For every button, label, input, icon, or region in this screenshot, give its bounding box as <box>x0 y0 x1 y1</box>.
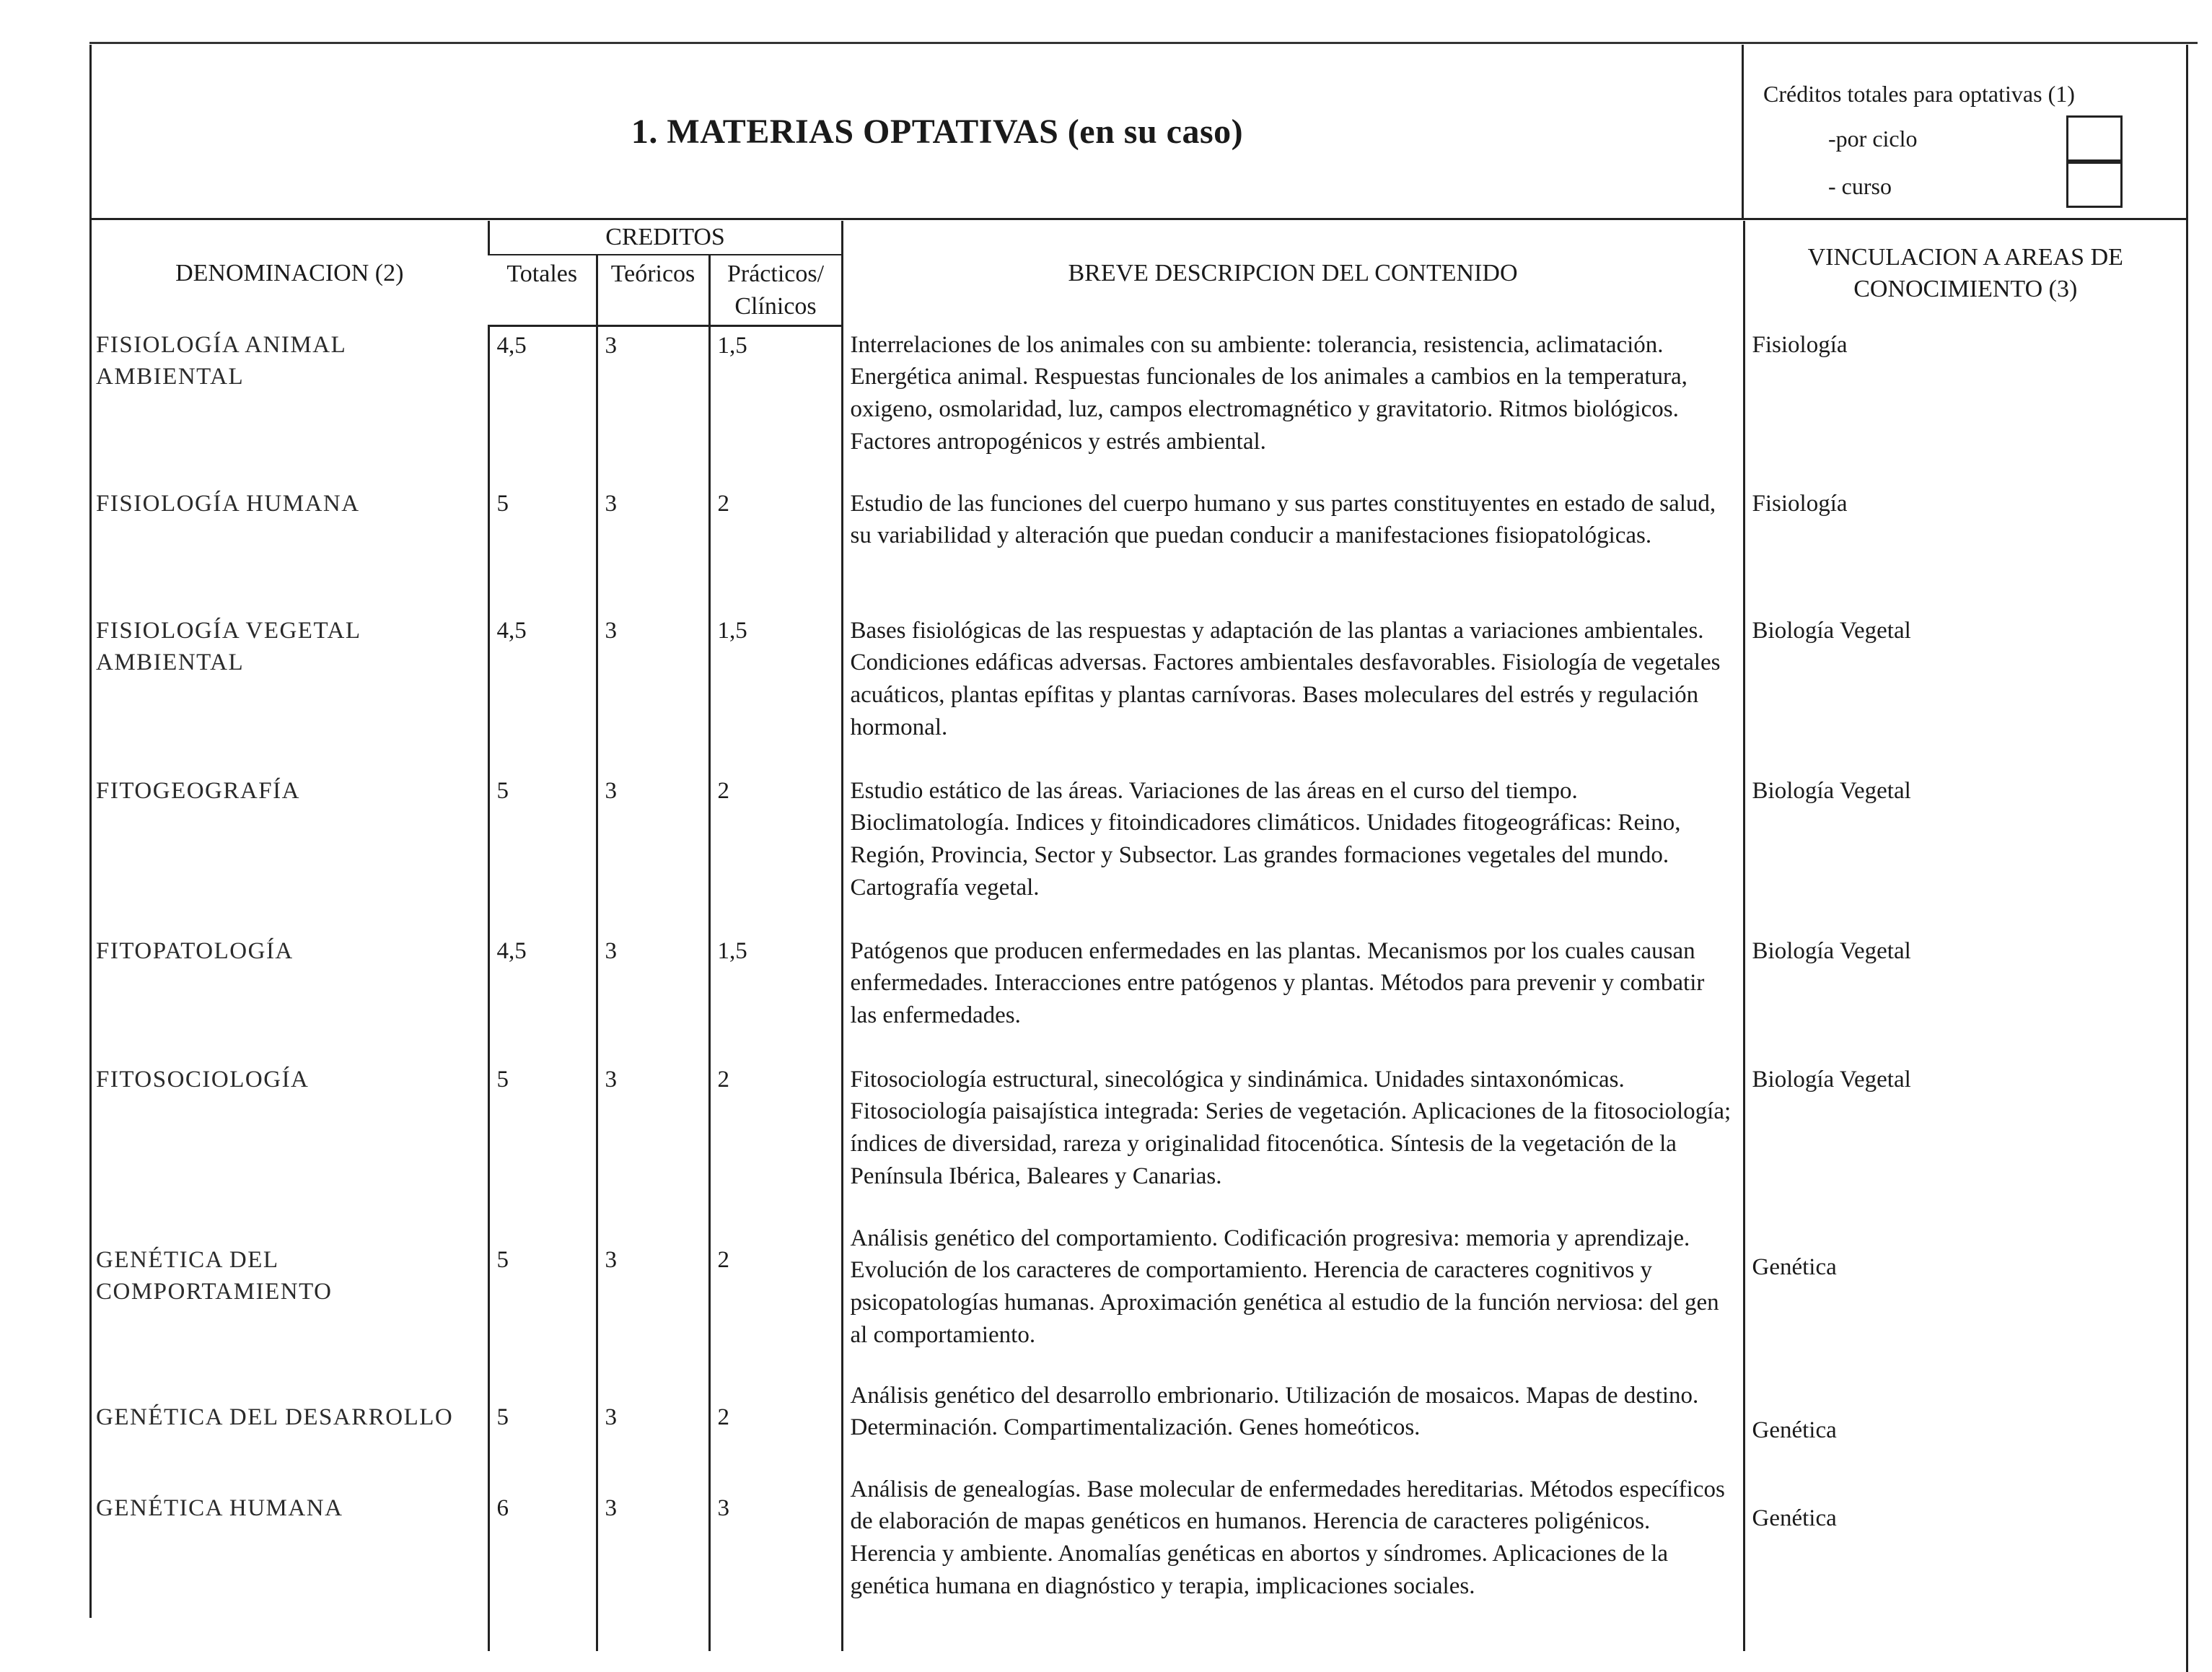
subject-description: Estudio de las funciones del cuerpo humano y sus partes constituyentes en estado de salud, su variabilidad y alteración que puedan conducir a manifestaciones fisiopatológicas. <box>842 485 1744 612</box>
col-header-practicos-line2: Clínicos <box>734 292 817 320</box>
per-course-field[interactable] <box>2066 162 2123 208</box>
subject-description: Análisis genético del comportamiento. Codificación progresiva: memoria y aprendizaje. Evolución de los caracteres de comportamiento. Herencia de caracteres cognitivos y psicopatologías humanas. Aproximación genética al estudio de la función nerviosa: del gen al comportamiento. <box>842 1220 1744 1377</box>
per-cycle-field[interactable] <box>2066 115 2123 162</box>
credits-practicos: 2 <box>709 1377 842 1471</box>
section-header <box>89 45 2187 218</box>
header-bottom-rule <box>89 218 2187 220</box>
subject-description: Análisis de genealogías. Base molecular de enfermedades hereditarias. Métodos específicos de elaboración de mapas genéticos en humanos. Herencia de caracteres poligénicos. Herencia y ambiente. Anomalías genéticas en abortos y síndromes. Aplicaciones de la genética humana en diagnóstico y terapia, implicaciones sociales. <box>842 1471 1744 1651</box>
credits-practicos: 3 <box>709 1471 842 1651</box>
credits-totales: 5 <box>488 485 597 612</box>
col-header-teoricos: Teóricos <box>597 255 709 326</box>
credits-teoricos: 3 <box>597 932 709 1061</box>
table-row <box>92 326 2186 485</box>
subject-description: Bases fisiológicas de las respuestas y adaptación de las plantas a variaciones ambientales. Condiciones edáficas adversas. Factores ambientales desfavorables. Fisiología de vegetales acuáticos, plantas epífitas y plantas carnívoras. Bases moleculares del estrés y regulación hormonal. <box>842 612 1744 772</box>
subject-description: Estudio estático de las áreas. Variaciones de las áreas en el curso del tiempo. Bioclimatología. Indices y fitoindicadores climáticos. Unidades fitogeográficas: Reino, Región, Provincia, Sector y Subsector. Las grandes formaciones vegetales del mundo. Cartografía vegetal. <box>842 772 1744 932</box>
credits-practicos: 1,5 <box>709 932 842 1061</box>
table-row <box>92 1061 2186 1220</box>
knowledge-area: Biología Vegetal <box>1744 932 2186 1061</box>
table-row <box>92 932 2186 1061</box>
credits-teoricos: 3 <box>597 1061 709 1220</box>
subject-description: Patógenos que producen enfermedades en las plantas. Mecanismos por los cuales causan enfermedades. Interacciones entre patógenos y plantas. Métodos para prevenir y combatir las enfermedades. <box>842 932 1744 1061</box>
subject-description: Interrelaciones de los animales con su ambiente: tolerancia, resistencia, aclimatación. Energética animal. Respuestas funcionales de los animales a cambios en la temperatura, oxigeno, osmolaridad, luz, campos electromagnético y gravitatorio. Ritmos biológicos. Factores antropogénicos y estrés ambiental. <box>842 326 1744 485</box>
knowledge-area: Fisiología <box>1744 326 2186 485</box>
subject-name: GENÉTICA DEL DESARROLLO <box>96 1404 454 1430</box>
subject-name: FITOSOCIOLOGÍA <box>96 1066 310 1093</box>
col-header-totales: Totales <box>488 255 597 326</box>
knowledge-area: Genética <box>1744 1220 2186 1377</box>
header-separator <box>1742 45 1744 218</box>
subject-name: FISIOLOGÍA HUMANA <box>96 490 360 517</box>
col-header-denominacion: DENOMINACION (2) <box>175 259 404 286</box>
frame-right-border <box>2186 45 2188 1672</box>
col-header-descripcion: BREVE DESCRIPCION DEL CONTENIDO <box>842 221 1744 326</box>
subjects-table <box>92 221 2186 1651</box>
credits-teoricos: 3 <box>597 772 709 932</box>
subject-name: FISIOLOGÍA VEGETAL AMBIENTAL <box>96 617 361 676</box>
credits-teoricos: 3 <box>597 1377 709 1471</box>
per-cycle-label: -por ciclo <box>1828 126 1918 152</box>
subject-description: Fitosociología estructural, sinecológica y sindinámica. Unidades sintaxonómicas. Fitosociología paisajística integrada: Series de vegetación. Aplicaciones de la fitosociología; índices de diversidad, rareza y originalidad fitocenótica. Síntesis de la vegetación de la Península Ibérica, Baleares y Canarias. <box>842 1061 1744 1220</box>
col-header-vinculacion <box>1744 221 2186 326</box>
col-header-creditos: CREDITOS <box>488 221 842 255</box>
credits-totales: 4,5 <box>488 932 597 1061</box>
credits-totales: 5 <box>488 772 597 932</box>
col-header-vinculacion-line1: VINCULACION A AREAS DE <box>1807 243 2123 271</box>
knowledge-area: Biología Vegetal <box>1744 1061 2186 1220</box>
credits-teoricos: 3 <box>597 485 709 612</box>
table-row <box>92 1471 2186 1651</box>
subject-name: FITOGEOGRAFÍA <box>96 777 300 804</box>
credits-totales: 5 <box>488 1061 597 1220</box>
table-row <box>92 772 2186 932</box>
total-credits-box <box>1749 45 2182 218</box>
knowledge-area: Biología Vegetal <box>1744 772 2186 932</box>
table-row <box>92 1220 2186 1377</box>
subject-name: GENÉTICA DEL COMPORTAMIENTO <box>96 1246 333 1305</box>
credits-totales: 5 <box>488 1377 597 1471</box>
credits-practicos: 2 <box>709 772 842 932</box>
credits-totales: 6 <box>488 1471 597 1651</box>
knowledge-area: Genética <box>1744 1377 2186 1471</box>
subject-description: Análisis genético del desarrollo embrionario. Utilización de mosaicos. Mapas de destino. Determinación. Compartimentalización. Genes homeóticos. <box>842 1377 1744 1471</box>
subject-name: FISIOLOGÍA ANIMAL AMBIENTAL <box>96 331 346 390</box>
credits-teoricos: 3 <box>597 1471 709 1651</box>
credits-practicos: 2 <box>709 1220 842 1377</box>
credits-totales: 5 <box>488 1220 597 1377</box>
col-header-vinculacion-line2: CONOCIMIENTO (3) <box>1853 275 2078 302</box>
credits-practicos: 1,5 <box>709 612 842 772</box>
table-row <box>92 612 2186 772</box>
section-title: 1. MATERIAS OPTATIVAS (en su caso) <box>631 112 1244 151</box>
subject-name: FITOPATOLOGÍA <box>96 937 294 964</box>
per-course-label: - curso <box>1828 173 1892 199</box>
knowledge-area: Genética <box>1744 1471 2186 1651</box>
credits-practicos: 2 <box>709 1061 842 1220</box>
credits-totales: 4,5 <box>488 612 597 772</box>
col-header-practicos <box>709 255 842 326</box>
top-rule <box>89 42 2198 44</box>
credits-practicos: 1,5 <box>709 326 842 485</box>
credits-practicos: 2 <box>709 485 842 612</box>
subject-name: GENÉTICA HUMANA <box>96 1494 343 1521</box>
credits-teoricos: 3 <box>597 326 709 485</box>
credits-teoricos: 3 <box>597 612 709 772</box>
col-header-practicos-line1: Prácticos/ <box>727 261 825 287</box>
credits-totales: 4,5 <box>488 326 597 485</box>
table-row <box>92 485 2186 612</box>
credits-teoricos: 3 <box>597 1220 709 1377</box>
knowledge-area: Biología Vegetal <box>1744 612 2186 772</box>
total-credits-label: Créditos totales para optativas (1) <box>1763 81 2075 107</box>
knowledge-area: Fisiología <box>1744 485 2186 612</box>
table-row <box>92 1377 2186 1471</box>
